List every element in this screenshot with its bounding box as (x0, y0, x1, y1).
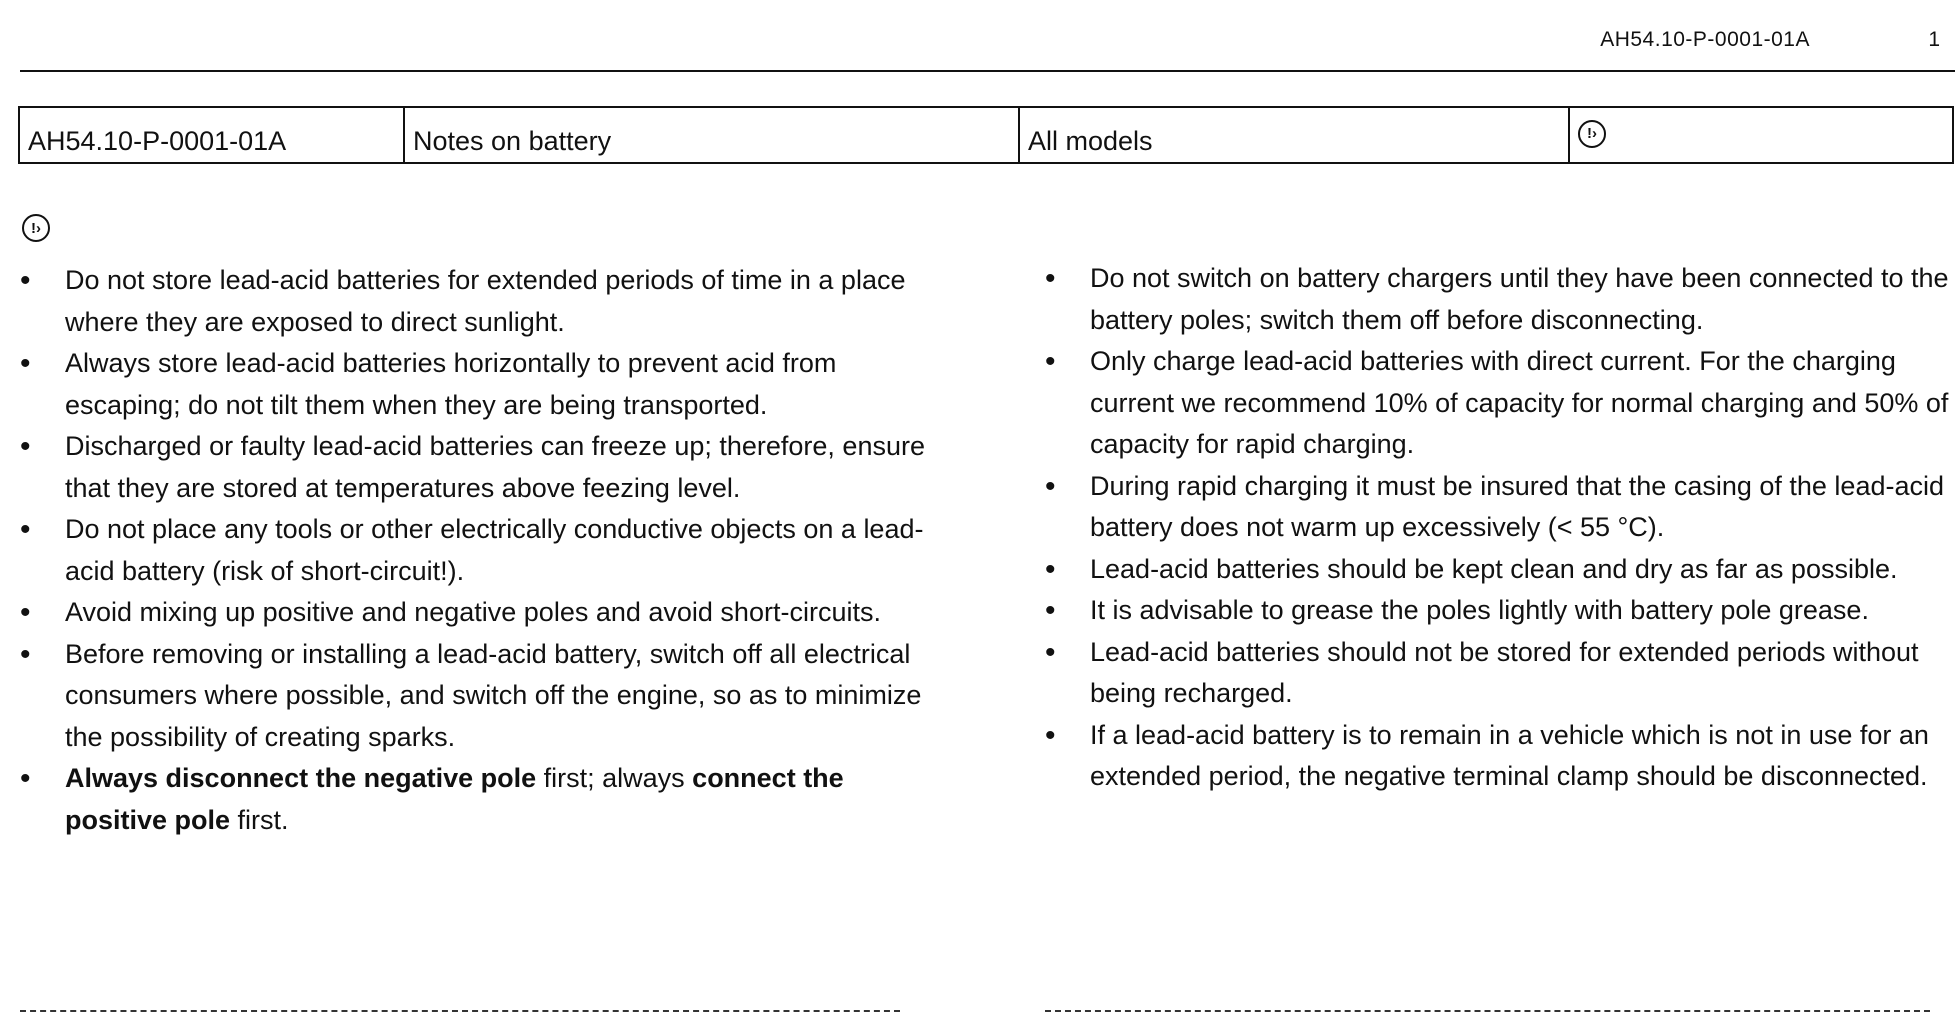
bullet-icon: • (1045, 469, 1056, 503)
bullet-icon: • (1045, 262, 1056, 295)
page-number: 1 (1928, 28, 1940, 51)
list-item: • It is advisable to grease the poles lightly with battery pole grease. (1045, 590, 1960, 632)
list-item: • During rapid charging it must be insured that the casing of the lead-acid battery does not warm up excessively (< 55 °C). (1045, 466, 1960, 549)
bullet-icon: • (20, 430, 31, 463)
list-item: • Discharged or faulty lead-acid batteries can freeze up; therefore, ensure that they are stored at temperatures above feezing level. (20, 426, 940, 509)
list-item: • Always disconnect the negative pole first; always connect the positive pole first. (20, 758, 940, 841)
page-header (20, 28, 1950, 72)
info-icon-cell (1570, 108, 1952, 162)
list-item: • Before removing or installing a lead-acid battery, switch off all electrical consumers where possible, and switch off the engine, so as to minimize the possibility of creating sparks. (20, 634, 940, 759)
list-item: • Do not switch on battery chargers until they have been connected to the battery poles; switch them off before disconnecting. (1045, 258, 1960, 341)
bullet-icon: • (20, 762, 31, 795)
list-item: • Do not place any tools or other electrically conductive objects on a lead-acid battery (risk of short-circuit!). (20, 509, 940, 592)
bullet-icon: • (1045, 345, 1056, 378)
bullet-icon: • (20, 596, 31, 629)
bullet-icon: • (20, 637, 31, 671)
right-section-divider (1045, 1010, 1930, 1012)
bullet-icon: • (1045, 718, 1056, 752)
bullet-icon: • (20, 264, 31, 297)
info-note-icon: !› (22, 214, 50, 242)
info-code-cell: AH54.10-P-0001-01A (20, 108, 405, 162)
bullet-icon: • (1045, 594, 1056, 627)
right-notes-list (1045, 258, 1960, 798)
list-item: • Do not store lead-acid batteries for extended periods of time in a place where they are exposed to direct sunlight. (20, 260, 940, 343)
info-note-icon: !› (1578, 120, 1606, 148)
list-item: • Only charge lead-acid batteries with direct current. For the charging current we recommend 10% of capacity for normal charging and 50% of capacity for rapid charging. (1045, 341, 1960, 466)
list-item: • Always store lead-acid batteries horizontally to prevent acid from escaping; do not tilt them when they are being transported. (20, 343, 940, 426)
bullet-icon: • (1045, 635, 1056, 669)
list-item: • Lead-acid batteries should not be stored for extended periods without being recharged. (1045, 632, 1960, 715)
bullet-icon: • (1045, 552, 1056, 586)
bullet-icon: • (20, 513, 31, 546)
info-models-cell: All models (1020, 108, 1570, 162)
left-notes-list (20, 260, 940, 841)
header-rule (20, 70, 1955, 72)
info-table (18, 106, 1954, 164)
list-item: • Lead-acid batteries should be kept clean and dry as far as possible. (1045, 549, 1960, 591)
bullet-icon: • (20, 347, 31, 380)
left-section-divider (20, 1010, 900, 1012)
list-item: • If a lead-acid battery is to remain in a vehicle which is not in use for an extended period, the negative terminal clamp should be disconnected. (1045, 715, 1960, 798)
info-title-cell: Notes on battery (405, 108, 1020, 162)
header-doc-code: AH54.10-P-0001-01A (1600, 28, 1810, 51)
list-item: • Avoid mixing up positive and negative poles and avoid short-circuits. (20, 592, 940, 634)
